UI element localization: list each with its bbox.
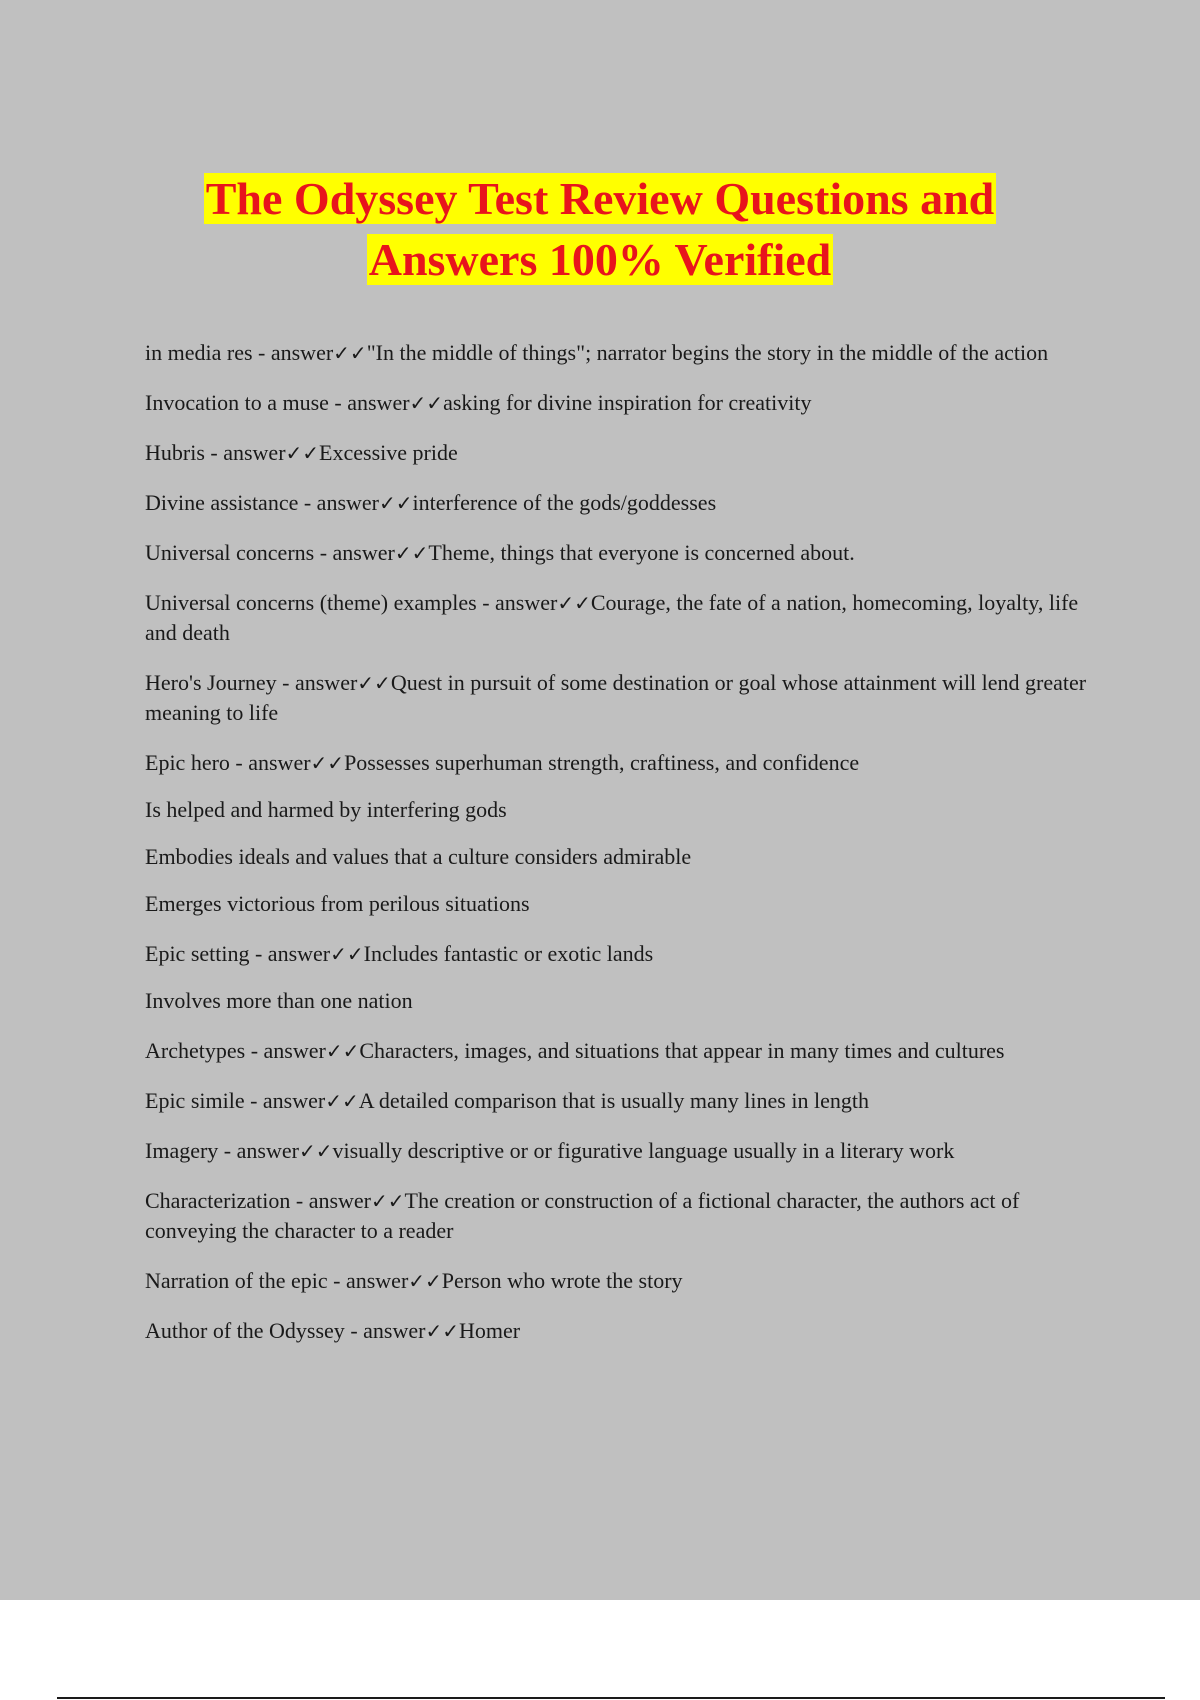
- entry-separator: - answer: [229, 750, 311, 775]
- entry-definition: Person who wrote the story: [441, 1268, 683, 1293]
- entry-definition: asking for divine inspiration for creativity: [443, 390, 812, 415]
- checkmark-icon: ✓✓: [310, 751, 345, 775]
- entry-separator: - answer: [328, 390, 410, 415]
- checkmark-icon: ✓✓: [333, 341, 367, 365]
- entry-separator: - answer: [476, 590, 558, 615]
- qa-entry: [145, 338, 1090, 368]
- qa-entry: [145, 748, 1090, 778]
- qa-continuation-line: Involves more than one nation: [145, 988, 413, 1013]
- entry-separator: - answer: [290, 1188, 372, 1213]
- qa-entry: [145, 438, 1090, 468]
- entry-definition: The creation or construction of a fictional character, the authors act of conveying the character to a reader: [145, 1188, 1020, 1243]
- entry-separator: - answer: [204, 440, 286, 465]
- entry-separator: - answer: [218, 1138, 299, 1163]
- qa-entry: [145, 1266, 1090, 1296]
- entry-term: in media res: [145, 340, 253, 365]
- entry-definition: Characters, images, and situations that appear in many times and cultures: [359, 1038, 1005, 1063]
- qa-continuation-line: Is helped and harmed by interfering gods: [145, 797, 507, 822]
- entry-definition: Courage, the fate of a nation, homecoming, loyalty, life and death: [145, 590, 1079, 645]
- qa-continuation-line: Emerges victorious from perilous situations: [145, 891, 530, 916]
- entry-term: Divine assistance: [145, 490, 299, 515]
- entry-definition: Quest in pursuit of some destination or goal whose attainment will lend greater meaning to life: [145, 670, 1087, 725]
- checkmark-icon: ✓✓: [379, 491, 413, 515]
- entry-term: Epic hero: [145, 750, 230, 775]
- checkmark-icon: ✓✓: [285, 441, 320, 465]
- entry-separator: - answer: [276, 670, 358, 695]
- checkmark-icon: ✓✓: [357, 671, 391, 695]
- checkmark-icon: ✓✓: [409, 391, 444, 415]
- title-line-2: Answers 100% Verified: [368, 234, 832, 285]
- qa-entry: [145, 668, 1090, 728]
- qa-entry: [145, 939, 1090, 969]
- entry-separator: - answer: [327, 1268, 409, 1293]
- entry-separator: - answer: [298, 490, 379, 515]
- entry-definition: Includes fantastic or exotic lands: [363, 941, 654, 966]
- qa-list: [145, 338, 1090, 1346]
- checkmark-icon: ✓✓: [371, 1189, 405, 1213]
- checkmark-icon: ✓✓: [394, 541, 429, 565]
- title-line-1: The Odyssey Test Review Questions and: [205, 173, 995, 224]
- entry-definition: Homer: [458, 1318, 521, 1343]
- checkmark-icon: ✓✓: [408, 1269, 442, 1293]
- qa-entry: [145, 488, 1090, 518]
- entry-term: Epic simile: [145, 1088, 245, 1113]
- entry-separator: - answer: [244, 1088, 326, 1113]
- entry-definition: Theme, things that everyone is concerned about.: [428, 540, 855, 565]
- page-title: [100, 168, 1100, 290]
- entry-term: Hero's Journey: [145, 670, 277, 695]
- page-bottom-divider: [57, 1697, 1165, 1699]
- qa-entry: [145, 1086, 1090, 1116]
- entry-term: Imagery: [145, 1138, 219, 1163]
- checkmark-icon: ✓✓: [298, 1139, 333, 1163]
- entry-term: Characterization: [145, 1188, 291, 1213]
- qa-entry: [145, 1316, 1090, 1346]
- entry-definition: interference of the gods/goddesses: [412, 490, 717, 515]
- qa-entry: [145, 1186, 1090, 1246]
- entry-term: Hubris: [145, 440, 205, 465]
- entry-definition: visually descriptive or or figurative language usually in a literary work: [332, 1138, 955, 1163]
- qa-continuation-line: Embodies ideals and values that a culture considers admirable: [145, 844, 692, 869]
- entry-separator: - answer: [249, 941, 331, 966]
- checkmark-icon: ✓✓: [325, 1039, 360, 1063]
- entry-term: Universal concerns: [145, 540, 315, 565]
- qa-entry: [145, 1036, 1090, 1066]
- entry-separator: - answer: [252, 340, 334, 365]
- entry-definition: Possesses superhuman strength, craftiness, and confidence: [344, 750, 860, 775]
- entry-term: Archetypes: [145, 1038, 246, 1063]
- qa-entry: [145, 1136, 1090, 1166]
- entry-separator: - answer: [344, 1318, 426, 1343]
- checkmark-icon: ✓✓: [425, 1319, 459, 1343]
- qa-entry: [145, 588, 1090, 648]
- entry-term: Narration of the epic: [145, 1268, 328, 1293]
- entry-definition: "In the middle of things"; narrator begins the story in the middle of the action: [366, 340, 1049, 365]
- entry-definition: A detailed comparison that is usually many lines in length: [358, 1088, 869, 1113]
- qa-entry: [145, 538, 1090, 568]
- entry-term: Invocation to a muse: [145, 390, 329, 415]
- qa-entry: [145, 388, 1090, 418]
- entry-definition: Excessive pride: [319, 440, 458, 465]
- checkmark-icon: ✓✓: [325, 1089, 359, 1113]
- entry-separator: - answer: [245, 1038, 326, 1063]
- entry-term: Universal concerns (theme) examples: [145, 590, 477, 615]
- checkmark-icon: ✓✓: [557, 591, 591, 615]
- entry-separator: - answer: [314, 540, 395, 565]
- entry-term: Epic setting: [145, 941, 250, 966]
- entry-term: Author of the Odyssey: [145, 1318, 345, 1343]
- checkmark-icon: ✓✓: [330, 942, 364, 966]
